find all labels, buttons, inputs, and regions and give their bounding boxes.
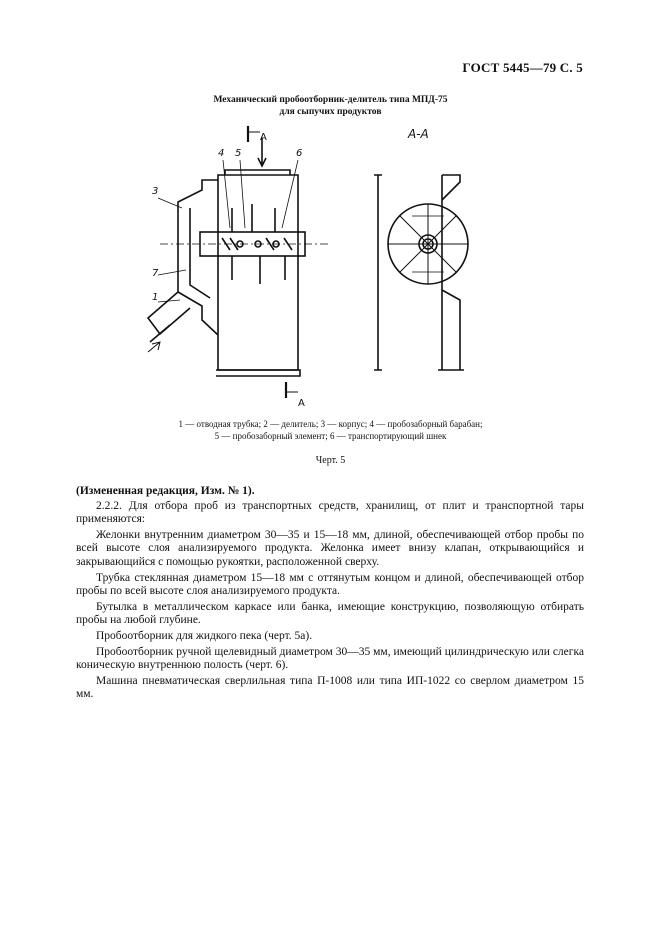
cut-label-top: А xyxy=(260,132,267,143)
housing-outline xyxy=(178,180,218,335)
figure-legend xyxy=(0,418,661,442)
section-label: А-А xyxy=(408,127,429,141)
figure-title xyxy=(0,94,661,118)
paragraph-pek: Пробоотборник для жидкого пека (черт. 5а). xyxy=(96,629,313,642)
callout-4: 4 xyxy=(218,148,225,159)
callout-3: 3 xyxy=(152,186,159,197)
paragraph-butylka: Бутылка в металлическом каркасе или банка, имеющие конструкцию, позволяющую отбирать пробы на любой глубине. xyxy=(76,600,584,627)
paragraph-schelevidny: Пробоотборник ручной щелевидный диаметром 30—35 мм, имеющий цилиндрическую или слегка коническую внутреннюю полость (черт. 6). xyxy=(76,645,584,672)
sampler-drawing xyxy=(130,120,480,415)
legend-line2: 5 — пробозаборный элемент; 6 — транспортирующий шнек xyxy=(214,431,447,441)
bottom-flange xyxy=(216,370,300,376)
legend-line1: 1 — отводная трубка; 2 — делитель; 3 — корпус; 4 — пробозаборный барабан; xyxy=(178,419,483,429)
paragraph-mashina: Машина пневматическая сверлильная типа П-1008 или типа ИП-1022 со сверлом диаметром 15 мм. xyxy=(76,674,584,701)
cut-label-bottom: А xyxy=(298,398,305,409)
paragraph-trubka: Трубка стеклянная диаметром 15—18 мм с оттянутым концом и длиной, обеспечивающей отбор пробы по всей высоте слоя анализируемого продукта. xyxy=(76,571,584,598)
callout-6: 6 xyxy=(296,148,303,159)
figure-title-line1: Механический пробоотборник-делитель типа МПД-75 xyxy=(213,95,448,105)
amendment-note: (Измененная редакция, Изм. № 1). xyxy=(76,485,255,497)
callout-1: 1 xyxy=(152,292,159,303)
paragraph-zhelonki: Желонки внутренним диаметром 30—35 и 15—18 мм, длиной, обеспечивающей отбор пробы по всей высоте слоя анализируемого продукта. Желонка имеет внизу клапан, открывающийся и закрывающийся с помощью рукоятки, расположенной сверху. xyxy=(76,528,584,568)
paragraph-2-2-2: 2.2.2. Для отбора проб из транспортных средств, хранилищ, от плит и транспортной тары применяются: xyxy=(76,499,584,526)
figure-title-line2: для сыпучих продуктов xyxy=(279,107,382,117)
callout-7: 7 xyxy=(152,268,159,279)
callout-5: 5 xyxy=(235,148,242,159)
body-text xyxy=(76,485,584,704)
outlet-arrow xyxy=(148,342,160,352)
page-header: ГОСТ 5445—79 С. 5 xyxy=(462,60,583,75)
body-outline xyxy=(218,175,298,370)
figure-number: Черт. 5 xyxy=(315,455,346,466)
